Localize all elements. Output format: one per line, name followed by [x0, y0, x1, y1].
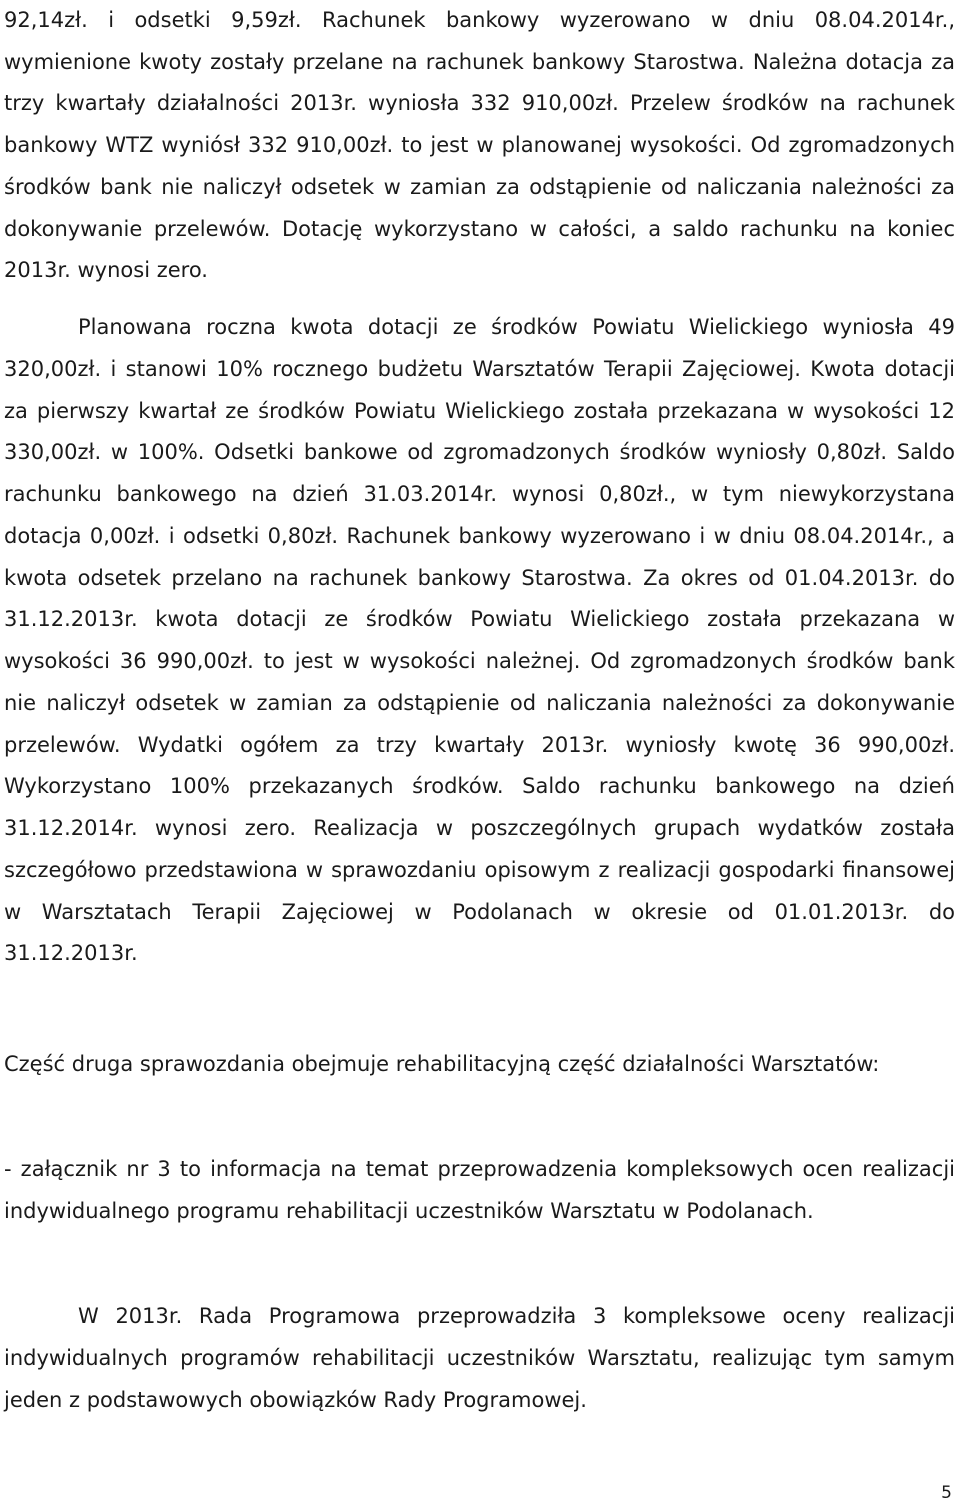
paragraph-county-subsidy: Planowana roczna kwota dotacji ze środków Powiatu Wielickiego wyniosła 49 320,00zł. i stanowi 10% rocznego budżetu Warsztatów Terapii Zajęciowej. Kwota dotacji za pierwszy kwartał ze środków Powiatu Wielickiego została przekazana w wysokości 12 330,00zł. w 100%. Odsetki bankowe od zgromadzonych środków wyniosły 0,80zł. Saldo rachunku bankowego na dzień 31.03.2014r. wynosi 0,80zł., w tym niewykorzystana dotacja 0,00zł. i odsetki 0,80zł. Rachunek bankowy wyzerowano i w dniu 08.04.2014r., a kwota odsetek przelano na rachunek bankowy Starostwa. Za okres od 01.04.2013r. do 31.12.2013r. kwota dotacji ze środków Powiatu Wielickiego została przekazana w wysokości 36 990,00zł. to jest w wysokości należnej. Od zgromadzonych środków bank nie naliczył odsetek w zamian za odstąpienie od naliczania należności za dokonywanie przelewów. Wydatki ogółem za trzy kwartały 2013r. wyniosły kwotę 36 990,00zł. Wykorzystano 100% przekazanych środków. Saldo rachunku bankowego na dzień 31.12.2014r. wynosi zero. Realizacja w poszczególnych grupach wydatków została szczegółowo przedstawiona w sprawozdaniu opisowym z realizacji gospodarki finansowej w Warsztatach Terapii Zajęciowej w Podolanach w okresie od 01.01.2013r. do 31.12.2013r.: [4, 315, 955, 966]
page-number: 5: [941, 1483, 952, 1503]
paragraph-attachment-3: - załącznik nr 3 to informacja na temat przeprowadzenia kompleksowych ocen realizacji indywidualnego programu rehabilitacji uczestników Warsztatu w Podolanach.: [4, 1157, 955, 1223]
paragraph-program-council: W 2013r. Rada Programowa przeprowadziła 3 kompleksowe oceny realizacji indywidualnych programów rehabilitacji uczestników Warsztatu, realizując tym samym jeden z podstawowych obowiązków Rady Programowej.: [4, 1304, 955, 1412]
paragraph-subsidy-summary: 92,14zł. i odsetki 9,59zł. Rachunek bankowy wyzerowano w dniu 08.04.2014r., wymienione kwoty zostały przelane na rachunek bankowy Starostwa. Należna dotacja za trzy kwartały działalności 2013r. wyniosła 332 910,00zł. Przelew środków na rachunek bankowy WTZ wyniósł 332 910,00zł. to jest w planowanej wysokości. Od zgromadzonych środków bank nie naliczył odsetek w zamian za odstąpienie od naliczania należności za dokonywanie przelewów. Dotację wykorzystano w całości, a saldo rachunku na koniec 2013r. wynosi zero.: [4, 8, 955, 283]
paragraph-part-two-intro: Część druga sprawozdania obejmuje rehabilitacyjną część działalności Warsztatów:: [4, 1052, 880, 1076]
